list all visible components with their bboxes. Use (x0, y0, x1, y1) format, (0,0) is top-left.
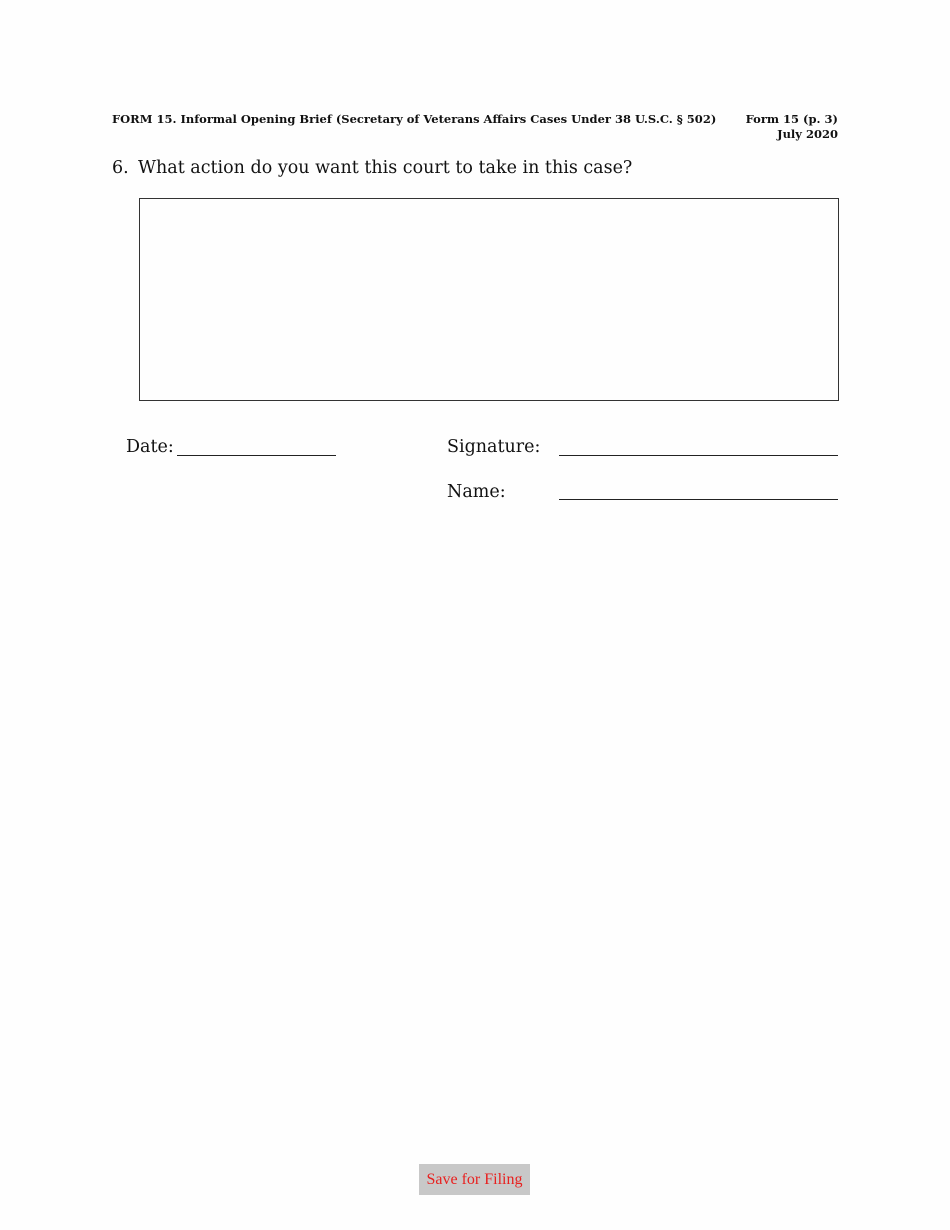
form-title: FORM 15. Informal Opening Brief (Secretary of Veterans Affairs Cases Under 38 U.S.C. § 502) (112, 112, 717, 126)
answer-text-field[interactable] (139, 198, 839, 401)
date-field[interactable] (177, 455, 336, 456)
signature-label: Signature: (447, 437, 541, 457)
question-6 (112, 156, 632, 180)
form-page-info (746, 112, 838, 142)
name-field[interactable] (559, 499, 838, 500)
form-page-label: Form 15 (p. 3) (745, 112, 838, 126)
name-label: Name: (447, 482, 506, 502)
question-number: 6. (112, 158, 129, 178)
form-date-label: July 2020 (777, 127, 838, 141)
save-for-filing-button[interactable]: Save for Filing (419, 1164, 530, 1195)
question-text: What action do you want this court to take in this case? (138, 158, 633, 178)
signature-field[interactable] (559, 455, 838, 456)
date-label: Date: (126, 437, 174, 457)
